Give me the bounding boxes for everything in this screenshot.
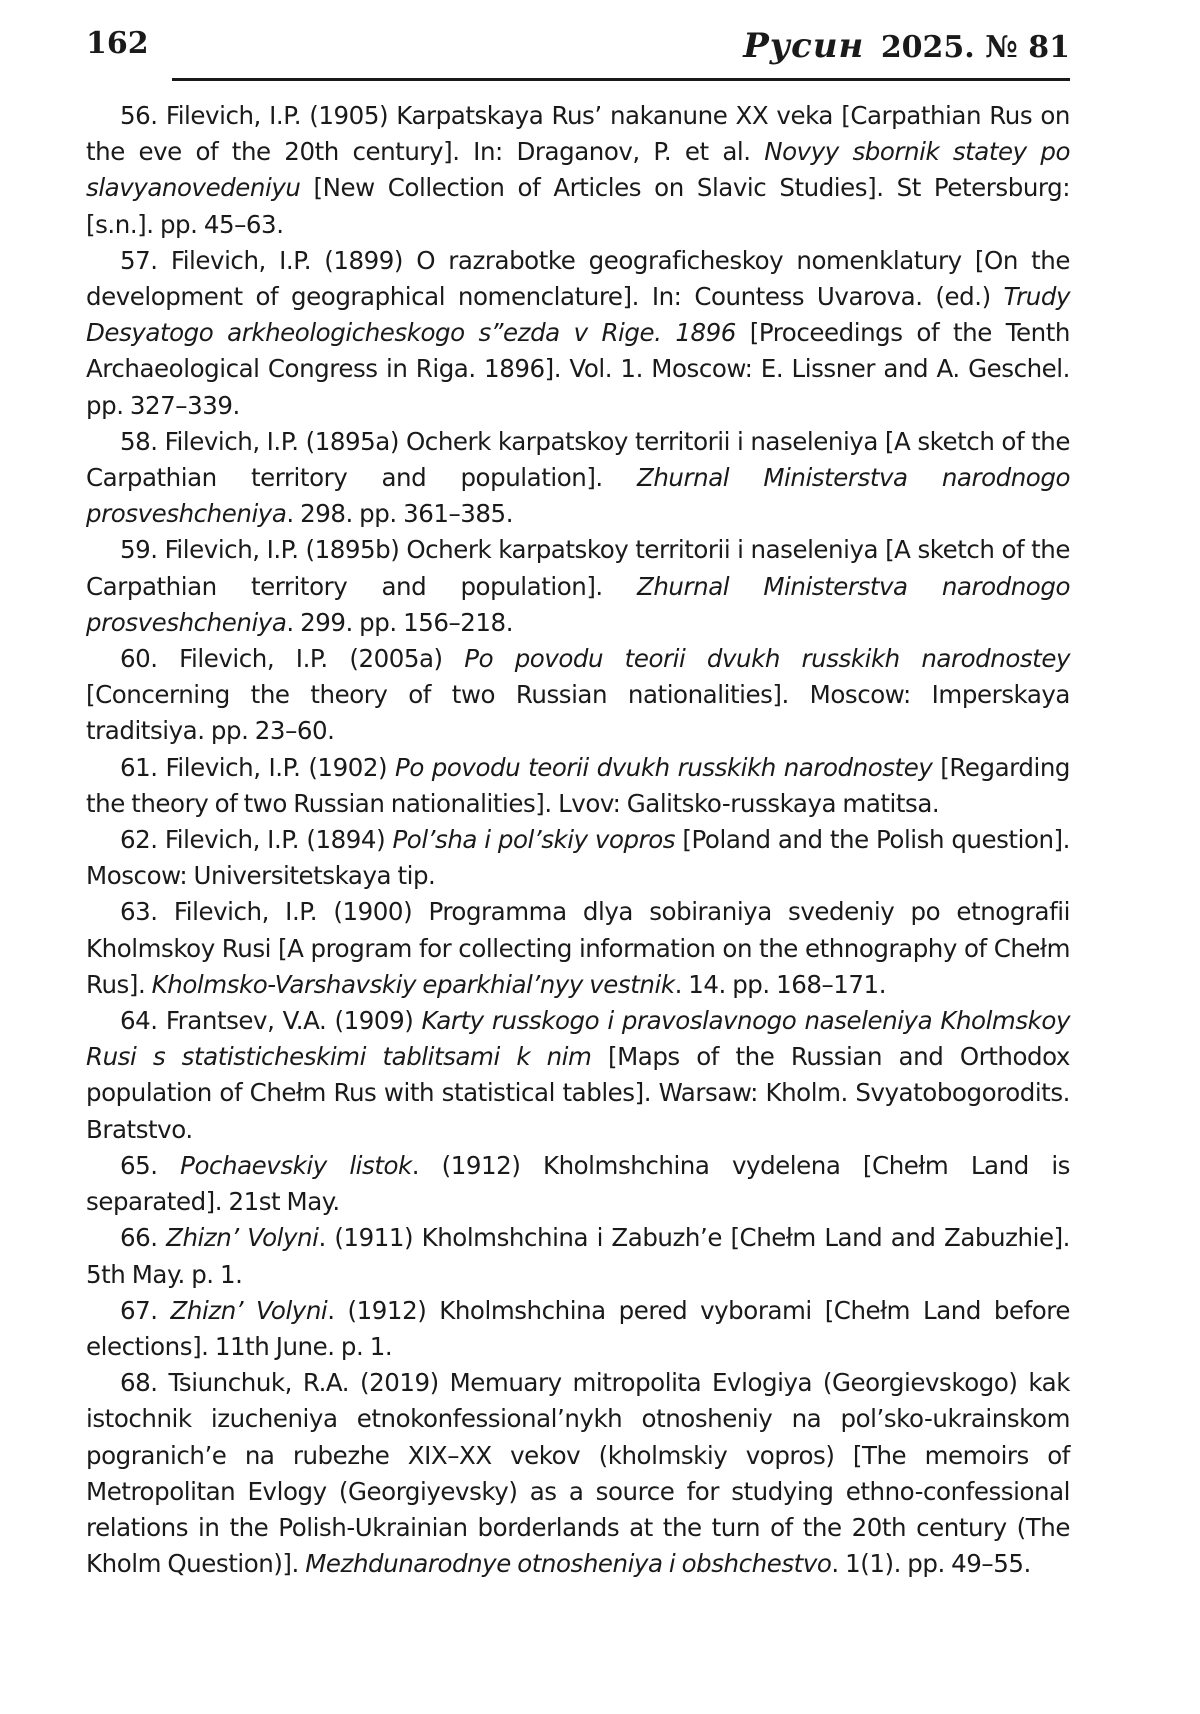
reference-text: 62. Filevich, I.P. (1894) [120, 825, 393, 855]
reference-text: 60. Filevich, I.P. (2005a) [120, 644, 465, 674]
running-header [86, 22, 1070, 80]
journal-title [743, 26, 1070, 66]
reference-text: . (1912) Kholmshchina vydelena [Chełm Land is separated]. 21st May. [86, 1150, 1070, 1217]
page-number: 162 [86, 26, 149, 61]
reference-text: 57. Filevich, I.P. (1899) O razrabotke geograficheskoy nomenklatury [On the development of geographical nomenclature]. In: Countess Uvarova. (ed.) [86, 245, 1070, 312]
reference-text: 61. Filevich, I.P. (1902) [120, 752, 395, 782]
reference-title-italic: Pochaevskiy listok [180, 1150, 412, 1180]
reference-text: . 299. pp. 156–218. [286, 607, 514, 637]
reference-title-italic: Mezhdunarodnye otnosheniya i obshchestvo [305, 1549, 832, 1579]
reference-title-italic: Trudy Desyatogo arkheologicheskogo s”ezda v Rige. 1896 [86, 282, 1070, 348]
reference-text: [Maps of the Russian and Orthodox population of Chełm Rus with statistical tables]. Warsaw: Kholm. Svyatobogorodits. Bratstvo. [86, 1042, 1070, 1144]
reference-text: . 1(1). pp. 49–55. [831, 1549, 1031, 1579]
reference-entry [86, 98, 1070, 243]
reference-text: 58. Filevich, I.P. (1895a) Ocherk karpatskoy territorii i naseleniya [A sketch of the Carpathian territory and population]. [86, 426, 1070, 493]
reference-text: 56. Filevich, I.P. (1905) Karpatskaya Rus’ nakanune XX veka [Carpathian Rus on the eve of the 20th century]. In: Draganov, P. et al. [86, 101, 1070, 167]
reference-entry [86, 822, 1070, 894]
reference-entry [86, 1003, 1070, 1148]
reference-entry [86, 1220, 1070, 1292]
reference-list [86, 98, 1070, 1582]
reference-text: [Proceedings of the Tenth Archaeological Congress in Riga. 1896]. Vol. 1. Moscow: E. Lissner and A. Geschel. pp. 327–339. [86, 318, 1070, 420]
reference-text: 65. [120, 1150, 181, 1180]
reference-entry [86, 1365, 1070, 1582]
reference-title-italic: Po povodu teorii dvukh russkikh narodnostey [464, 644, 1070, 674]
reference-title-italic: Zhurnal Ministerstva narodnogo prosveshcheniya [86, 463, 1070, 529]
reference-text: . 14. pp. 168–171. [674, 969, 887, 999]
reference-entry [86, 894, 1070, 1003]
reference-text: [Concerning the theory of two Russian nationalities]. Moscow: Imperskaya traditsiya. pp. 23–60. [86, 680, 1070, 746]
reference-text: [Poland and the Polish question]. Moscow: Universitetskaya tip. [86, 825, 1071, 891]
reference-title-italic: Pol’sha i pol’skiy vopros [392, 825, 676, 855]
reference-text: 68. Tsiunchuk, R.A. (2019) Memuary mitropolita Evlogiya (Georgievskogo) kak istochnik izucheniya etnokonfessional’nykh otnosheniy na pol’sko-ukrainskom pogranich’e na rubezhe XIX–XX vekov (kholmskiy vopros) [The memoirs of Metropolitan Evlogy (Georgiyevsky) as a source for studying ethno-confessional relations in the Polish-Ukrainian borderlands at the turn of the 20th century (The Kholm Question)]. [86, 1368, 1070, 1579]
reference-entry [86, 532, 1070, 641]
reference-text: 67. [120, 1295, 171, 1325]
reference-title-italic: Zhurnal Ministerstva narodnogo prosveshcheniya [86, 571, 1070, 637]
reference-title-italic: Kholmsko-Varshavskiy eparkhial’nyy vestnik [151, 969, 675, 999]
reference-text: . 298. pp. 361–385. [286, 499, 514, 529]
reference-text: [New Collection of Articles on Slavic Studies]. St Petersburg: [s.n.]. pp. 45–63. [86, 173, 1070, 239]
reference-title-italic: Zhizn’ Volyni [166, 1223, 319, 1253]
reference-text: . (1912) Kholmshchina pered vyborami [Chełm Land before elections]. 11th June. p. 1. [86, 1295, 1071, 1361]
reference-entry [86, 1148, 1070, 1220]
reference-title-italic: Po povodu teorii dvukh russkikh narodnostey [395, 752, 933, 782]
reference-entry [86, 750, 1070, 822]
reference-text: 66. [120, 1223, 167, 1253]
reference-entry [86, 424, 1070, 533]
journal-logo: Русин [743, 26, 865, 66]
reference-entry [86, 243, 1070, 424]
reference-title-italic: Novyy sbornik statey po slavyanovedeniyu [86, 137, 1070, 203]
journal-issue: 2025. № 81 [880, 30, 1070, 65]
reference-entry [86, 641, 1070, 750]
reference-title-italic: Karty russkogo i pravoslavnogo naseleniya Kholmskoy Rusi s statisticheskimi tablitsami k nim [86, 1006, 1070, 1072]
header-divider [172, 78, 1070, 81]
reference-text: . (1911) Kholmshchina i Zabuzh’e [Chełm Land and Zabuzhie]. 5th May. p. 1. [86, 1223, 1071, 1289]
reference-title-italic: Zhizn’ Volyni [170, 1295, 328, 1325]
reference-text: [Regarding the theory of two Russian nationalities]. Lvov: Galitsko-russkaya matitsa. [86, 752, 1070, 818]
reference-text: 64. Frantsev, V.A. (1909) [120, 1006, 422, 1036]
reference-text: 63. Filevich, I.P. (1900) Programma dlya sobiraniya svedeniy po etnografii Kholmskoy Rusi [A program for collecting information on the ethnography of Chełm Rus]. [86, 897, 1070, 999]
reference-text: 59. Filevich, I.P. (1895b) Ocherk karpatskoy territorii i naseleniya [A sketch of the Carpathian territory and population]. [86, 535, 1070, 601]
reference-entry [86, 1293, 1070, 1365]
